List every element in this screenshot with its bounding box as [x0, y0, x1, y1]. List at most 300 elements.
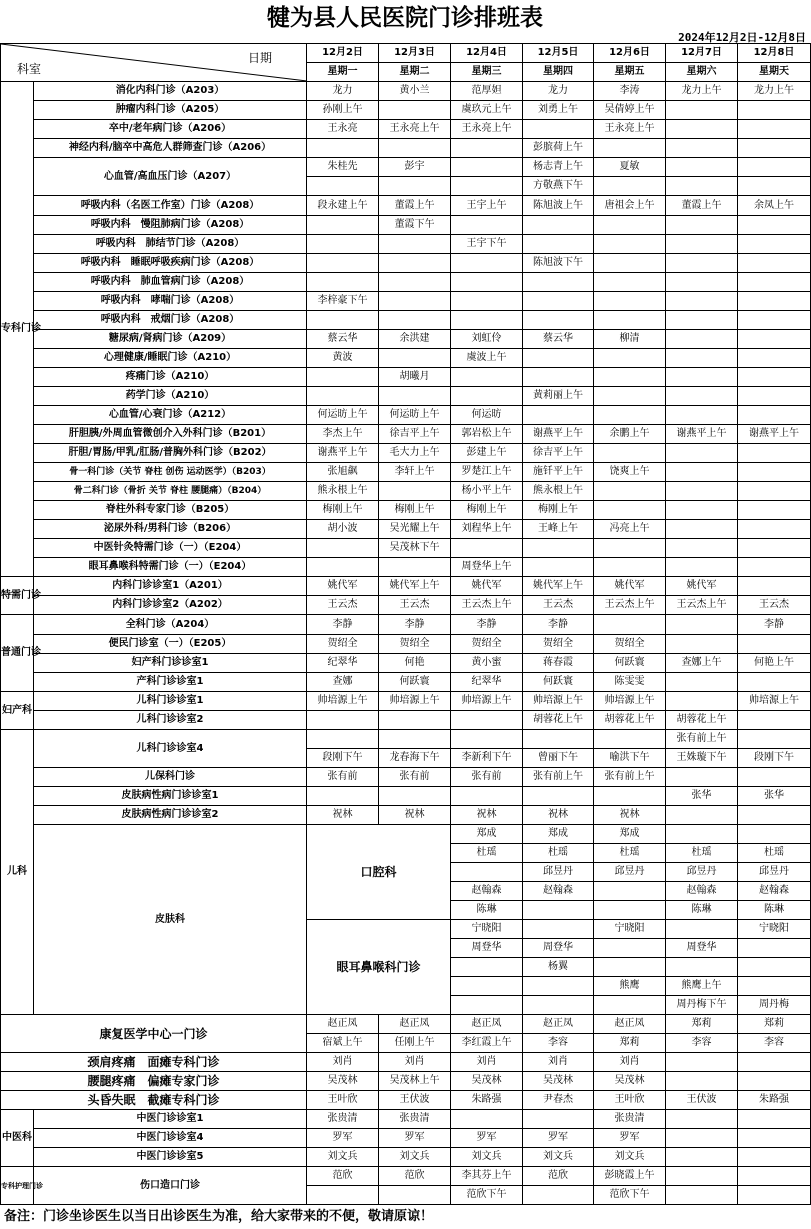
doctor-cell: 任刚上午 [379, 1034, 451, 1053]
doctor-cell: 熊鹰 [594, 977, 666, 996]
doctor-cell: 罗楚江上午 [451, 463, 523, 482]
schedule-row [1, 273, 811, 292]
doctor-cell [594, 901, 666, 920]
doctor-cell: 祝林 [307, 806, 379, 825]
doctor-cell: 虞玖元上午 [451, 101, 523, 120]
doctor-cell [523, 730, 594, 749]
doctor-cell [666, 768, 738, 787]
doctor-cell [451, 387, 523, 406]
doctor-cell [738, 768, 811, 787]
dept-name: 疼痛门诊（A210） [34, 368, 307, 387]
doctor-cell [379, 349, 451, 368]
doctor-cell: 黄小兰 [379, 82, 451, 101]
date-header: 12月5日 [523, 44, 594, 63]
doctor-cell: 吴茂林 [523, 1072, 594, 1091]
doctor-cell: 王永亮上午 [379, 120, 451, 139]
group-label: 专科护理门诊 [1, 1167, 34, 1205]
dept-name: 呼吸内科（名医工作室）门诊（A208） [34, 196, 307, 216]
dept-name: 妇产科门诊诊室1 [34, 654, 307, 673]
doctor-cell: 唐祖会上午 [594, 196, 666, 216]
schedule-row [1, 463, 811, 482]
doctor-cell [451, 273, 523, 292]
doctor-cell [738, 825, 811, 844]
doctor-cell: 谢燕平上午 [523, 425, 594, 444]
doctor-cell: 施钎平上午 [523, 463, 594, 482]
weekday-header: 星期一 [307, 63, 379, 82]
doctor-cell: 姚代军上午 [523, 577, 594, 596]
doctor-cell [451, 863, 523, 882]
doctor-cell: 王云杰上午 [666, 596, 738, 615]
doctor-cell [738, 254, 811, 273]
doctor-cell: 刘肖 [594, 1053, 666, 1072]
schedule-row [1, 768, 811, 787]
schedule-row [1, 654, 811, 673]
doctor-cell: 董霞上午 [379, 196, 451, 216]
doctor-cell: 王云杰 [523, 596, 594, 615]
doctor-cell [666, 920, 738, 939]
doctor-cell: 范厚妲 [451, 82, 523, 101]
doctor-cell: 朱路强 [451, 1091, 523, 1110]
doctor-cell [307, 711, 379, 730]
date-header: 12月7日 [666, 44, 738, 63]
schedule-row [1, 692, 811, 711]
doctor-cell: 李静 [379, 615, 451, 635]
schedule-row [1, 139, 811, 158]
doctor-cell: 龙春海下午 [379, 749, 451, 768]
doctor-cell: 冯亮上午 [594, 520, 666, 539]
doctor-cell [666, 825, 738, 844]
doctor-cell: 段永建上午 [307, 196, 379, 216]
doctor-cell: 帅培源上午 [594, 692, 666, 711]
doctor-cell [379, 177, 451, 196]
dept-name: 呼吸内科 睡眠呼吸疾病门诊（A208） [34, 254, 307, 273]
doctor-cell: 余洪建 [379, 330, 451, 349]
doctor-cell: 彭宇 [379, 158, 451, 177]
doctor-cell [451, 539, 523, 558]
doctor-cell [451, 730, 523, 749]
doctor-cell: 赵正凤 [523, 1015, 594, 1034]
doctor-cell [307, 539, 379, 558]
doctor-cell: 王宇上午 [451, 196, 523, 216]
doctor-cell [594, 615, 666, 635]
dept-name: 呼吸内科 肺血管病门诊（A208） [34, 273, 307, 292]
schedule-row [1, 1053, 811, 1072]
doctor-cell: 王永亮 [307, 120, 379, 139]
doctor-cell: 贺绍全 [594, 635, 666, 654]
doctor-cell: 方敬燕下午 [523, 177, 594, 196]
dept-name: 骨二科门诊（骨折 关节 脊柱 腰腿痛）（B204） [34, 482, 307, 501]
doctor-cell: 刘勇上午 [523, 101, 594, 120]
doctor-cell [523, 977, 594, 996]
doctor-cell: 周丹梅下午 [666, 996, 738, 1015]
doctor-cell: 胡蓉花上午 [523, 711, 594, 730]
group-label: 中医科 [1, 1110, 34, 1167]
doctor-cell: 陈旭波下午 [523, 254, 594, 273]
doctor-cell: 刘文兵 [523, 1148, 594, 1167]
doctor-cell [594, 368, 666, 387]
doctor-cell: 刘肖 [379, 1053, 451, 1072]
doctor-cell: 杜瑶 [523, 844, 594, 863]
doctor-cell: 帅培源上午 [307, 692, 379, 711]
doctor-cell [666, 635, 738, 654]
doctor-cell: 帅培源上午 [451, 692, 523, 711]
doctor-cell: 尹春杰 [523, 1091, 594, 1110]
dept-name: 脊柱外科专家门诊（B205） [34, 501, 307, 520]
doctor-cell [451, 958, 523, 977]
dept-name: 皮肤病性病门诊诊室2 [34, 806, 307, 825]
doctor-cell [666, 216, 738, 235]
doctor-cell: 龙力 [523, 82, 594, 101]
doctor-cell: 纪翠华 [451, 673, 523, 692]
doctor-cell [666, 101, 738, 120]
doctor-cell: 查娜 [307, 673, 379, 692]
doctor-cell: 祝林 [523, 806, 594, 825]
doctor-cell: 赵正凤 [307, 1015, 379, 1034]
doctor-cell: 王云杰上午 [451, 596, 523, 615]
doctor-cell [594, 216, 666, 235]
doctor-cell: 张华 [666, 787, 738, 806]
dept-name: 消化内科门诊（A203） [34, 82, 307, 101]
doctor-cell [594, 939, 666, 958]
doctor-cell: 夏敏 [594, 158, 666, 177]
dept-name: 便民门诊室（一）（E205） [34, 635, 307, 654]
doctor-cell: 罗军 [523, 1129, 594, 1148]
doctor-cell [451, 1110, 523, 1129]
doctor-cell: 熊永根上午 [307, 482, 379, 501]
doctor-cell [379, 387, 451, 406]
doctor-cell [738, 806, 811, 825]
dept-name: 卒中/老年病门诊（A206） [34, 120, 307, 139]
doctor-cell: 胡小波 [307, 520, 379, 539]
doctor-cell: 何跃寰 [594, 654, 666, 673]
header-row-dates [1, 44, 811, 63]
doctor-cell: 纪翠华 [307, 654, 379, 673]
doctor-cell: 姚代军 [666, 577, 738, 596]
doctor-cell [738, 444, 811, 463]
doctor-cell: 李红霞上午 [451, 1034, 523, 1053]
doctor-cell: 何运昉上午 [379, 406, 451, 425]
doctor-cell [738, 673, 811, 692]
date-header: 12月8日 [738, 44, 811, 63]
doctor-cell [738, 349, 811, 368]
dept-axis-label: 科室 [17, 62, 42, 76]
doctor-cell [594, 254, 666, 273]
doctor-cell [666, 958, 738, 977]
doctor-cell [666, 292, 738, 311]
doctor-cell: 蔡云华 [307, 330, 379, 349]
schedule-row [1, 596, 811, 615]
doctor-cell: 蔡云华 [523, 330, 594, 349]
doctor-cell [738, 120, 811, 139]
doctor-cell: 郑莉 [594, 1034, 666, 1053]
doctor-cell: 董霞下午 [379, 216, 451, 235]
doctor-cell: 刘文兵 [451, 1148, 523, 1167]
doctor-cell: 王宇下午 [451, 235, 523, 254]
doctor-cell: 陈琳 [666, 901, 738, 920]
doctor-cell: 赵翰森 [523, 882, 594, 901]
dept-name: 中医针灸特需门诊（一）（E204） [34, 539, 307, 558]
doctor-cell [666, 482, 738, 501]
dept-name: 伤口造口门诊 [34, 1167, 307, 1205]
doctor-cell: 毛大力上午 [379, 444, 451, 463]
doctor-cell: 刘虹伶 [451, 330, 523, 349]
doctor-cell: 罗军 [379, 1129, 451, 1148]
doctor-cell: 王云杰 [307, 596, 379, 615]
doctor-cell: 姚代军 [451, 577, 523, 596]
doctor-cell [666, 349, 738, 368]
doctor-cell [594, 787, 666, 806]
schedule-row [1, 349, 811, 368]
doctor-cell: 陈雯雯 [594, 673, 666, 692]
doctor-cell: 余鹏上午 [594, 425, 666, 444]
schedule-row [1, 368, 811, 387]
doctor-cell [666, 387, 738, 406]
schedule-row [1, 1015, 811, 1034]
doctor-cell: 何运昉上午 [307, 406, 379, 425]
doctor-cell: 范欣 [523, 1167, 594, 1186]
group-label: 儿科 [1, 730, 34, 1015]
dept-name: 心血管/心衰门诊（A212） [34, 406, 307, 425]
dept-name: 中医门诊诊室4 [34, 1129, 307, 1148]
doctor-cell [594, 882, 666, 901]
doctor-cell [594, 235, 666, 254]
doctor-cell: 梅刚上午 [379, 501, 451, 520]
doctor-cell [666, 692, 738, 711]
doctor-cell [451, 254, 523, 273]
doctor-cell [738, 368, 811, 387]
doctor-cell: 张贵清 [594, 1110, 666, 1129]
dept-name: 药学门诊（A210） [34, 387, 307, 406]
doctor-cell [594, 177, 666, 196]
doctor-cell [666, 539, 738, 558]
doctor-cell [666, 368, 738, 387]
doctor-cell: 董霞上午 [666, 196, 738, 216]
doctor-cell: 何跃寰 [379, 673, 451, 692]
doctor-cell: 王峰上午 [523, 520, 594, 539]
doctor-cell: 段刚下午 [307, 749, 379, 768]
doctor-cell [738, 958, 811, 977]
doctor-cell [523, 292, 594, 311]
doctor-cell: 帅培源上午 [738, 692, 811, 711]
doctor-cell [738, 635, 811, 654]
doctor-cell [523, 996, 594, 1015]
doctor-cell [738, 1186, 811, 1205]
doctor-cell: 邱昱丹 [523, 863, 594, 882]
doctor-cell [666, 501, 738, 520]
doctor-cell [738, 730, 811, 749]
doctor-cell [738, 539, 811, 558]
doctor-cell: 杜瑶 [451, 844, 523, 863]
doctor-cell [666, 1053, 738, 1072]
doctor-cell: 李静 [451, 615, 523, 635]
doctor-cell [738, 977, 811, 996]
doctor-cell: 王叶欣 [594, 1091, 666, 1110]
doctor-cell: 邱昱丹 [594, 863, 666, 882]
doctor-cell: 李静 [738, 615, 811, 635]
dept-name: 口腔科 [307, 825, 451, 920]
doctor-cell [666, 120, 738, 139]
dept-name: 呼吸内科 戒烟门诊（A208） [34, 311, 307, 330]
doctor-cell: 徐吉平上午 [379, 425, 451, 444]
doctor-cell [738, 177, 811, 196]
doctor-cell [738, 558, 811, 577]
doctor-cell: 吴茂林下午 [379, 539, 451, 558]
doctor-cell: 赵翰森 [451, 882, 523, 901]
doctor-cell [666, 1167, 738, 1186]
doctor-cell [307, 311, 379, 330]
doctor-cell [738, 1072, 811, 1091]
doctor-cell [451, 977, 523, 996]
doctor-cell: 朱路强 [738, 1091, 811, 1110]
doctor-cell: 宁晓阳 [451, 920, 523, 939]
doctor-cell: 龙力上午 [666, 82, 738, 101]
doctor-cell [451, 158, 523, 177]
doctor-cell: 罗军 [594, 1129, 666, 1148]
doctor-cell: 宁晓阳 [594, 920, 666, 939]
doctor-cell: 郑莉 [738, 1015, 811, 1034]
dept-name: 全科门诊（A204） [34, 615, 307, 635]
doctor-cell [666, 463, 738, 482]
doctor-cell [738, 292, 811, 311]
doctor-cell [523, 558, 594, 577]
doctor-cell [379, 558, 451, 577]
doctor-cell: 王永亮上午 [451, 120, 523, 139]
doctor-cell [666, 673, 738, 692]
weekday-header: 星期四 [523, 63, 594, 82]
doctor-cell: 周登华 [666, 939, 738, 958]
doctor-cell [666, 254, 738, 273]
doctor-cell [523, 406, 594, 425]
doctor-cell: 杜瑶 [738, 844, 811, 863]
doctor-cell: 彭膑荷上午 [523, 139, 594, 158]
doctor-cell: 查娜上午 [666, 654, 738, 673]
doctor-cell [666, 558, 738, 577]
doctor-cell [594, 539, 666, 558]
doctor-cell: 胡蓉花上午 [594, 711, 666, 730]
doctor-cell: 黄莉丽上午 [523, 387, 594, 406]
doctor-cell [594, 444, 666, 463]
doctor-cell: 张有前上午 [594, 768, 666, 787]
doctor-cell [307, 216, 379, 235]
doctor-cell [379, 730, 451, 749]
doctor-cell: 刘肖 [307, 1053, 379, 1072]
doctor-cell [738, 273, 811, 292]
doctor-cell: 赵翰森 [738, 882, 811, 901]
doctor-cell: 王叶欣 [307, 1091, 379, 1110]
group-label: 特需门诊 [1, 577, 34, 615]
dept-name: 皮肤病性病门诊诊室1 [34, 787, 307, 806]
doctor-cell: 郑成 [451, 825, 523, 844]
doctor-cell: 李容 [738, 1034, 811, 1053]
group-label: 皮肤科 [34, 825, 307, 1015]
schedule-row [1, 482, 811, 501]
doctor-cell [666, 1072, 738, 1091]
schedule-row [1, 1110, 811, 1129]
doctor-cell: 帅培源上午 [379, 692, 451, 711]
dept-name: 头昏失眠 截瘫专科门诊 [1, 1091, 307, 1110]
doctor-cell [523, 1110, 594, 1129]
doctor-cell [594, 996, 666, 1015]
doctor-cell [307, 730, 379, 749]
schedule-row [1, 235, 811, 254]
doctor-cell: 胡曦月 [379, 368, 451, 387]
doctor-cell [379, 273, 451, 292]
doctor-cell: 祝林 [594, 806, 666, 825]
doctor-cell: 贺绍全 [451, 635, 523, 654]
doctor-cell: 张有前 [451, 768, 523, 787]
doctor-cell: 祝林 [379, 806, 451, 825]
doctor-cell: 杜瑶 [666, 844, 738, 863]
doctor-cell: 刘肖 [523, 1053, 594, 1072]
doctor-cell [307, 235, 379, 254]
dept-name: 呼吸内科 肺结节门诊（A208） [34, 235, 307, 254]
dept-name: 中医门诊诊室5 [34, 1148, 307, 1167]
doctor-cell: 彭建上午 [451, 444, 523, 463]
doctor-cell [738, 463, 811, 482]
doctor-cell [307, 254, 379, 273]
doctor-cell [451, 368, 523, 387]
footer-note: 备注：门诊坐诊医生以当日出诊医生为准，给大家带来的不便，敬请原谅！ [4, 1209, 434, 1224]
weekday-header: 星期三 [451, 63, 523, 82]
doctor-cell: 饶爽上午 [594, 463, 666, 482]
doctor-cell [379, 482, 451, 501]
doctor-cell [451, 996, 523, 1015]
doctor-cell: 何艳上午 [738, 654, 811, 673]
dept-name: 眼耳鼻喉科特需门诊（一）（E204） [34, 558, 307, 577]
doctor-cell: 陈旭波上午 [523, 196, 594, 216]
doctor-cell [307, 273, 379, 292]
dept-name: 眼耳鼻喉科门诊 [307, 920, 451, 1015]
doctor-cell: 刘肖 [451, 1053, 523, 1072]
doctor-cell [594, 958, 666, 977]
doctor-cell: 贺绍全 [523, 635, 594, 654]
schedule-row [1, 806, 811, 825]
schedule-table [0, 43, 811, 1205]
doctor-cell: 周登华 [523, 939, 594, 958]
doctor-cell [523, 311, 594, 330]
schedule-row [1, 216, 811, 235]
doctor-cell: 黄波 [307, 349, 379, 368]
schedule-row [1, 520, 811, 539]
doctor-cell [738, 1129, 811, 1148]
schedule-row [1, 82, 811, 101]
dept-name: 心理健康/睡眠门诊（A210） [34, 349, 307, 368]
doctor-cell: 范欣 [307, 1167, 379, 1186]
page-title: 犍为县人民医院门诊排班表 [267, 4, 543, 31]
doctor-cell: 柳清 [594, 330, 666, 349]
doctor-cell [307, 787, 379, 806]
doctor-cell: 杨翼 [523, 958, 594, 977]
doctor-cell: 熊永根上午 [523, 482, 594, 501]
date-header: 12月2日 [307, 44, 379, 63]
doctor-cell: 周登华上午 [451, 558, 523, 577]
doctor-cell: 吴茂林 [307, 1072, 379, 1091]
doctor-cell: 虞波上午 [451, 349, 523, 368]
doctor-cell: 徐吉平上午 [523, 444, 594, 463]
dept-name: 肝胆胰/外周血管微创介入外科门诊（B201） [34, 425, 307, 444]
schedule-row [1, 730, 811, 749]
schedule-row [1, 577, 811, 596]
doctor-cell [594, 501, 666, 520]
doctor-cell [594, 311, 666, 330]
schedule-row [1, 615, 811, 635]
dept-name: 骨一科门诊（关节 脊柱 创伤 运动医学）（B203） [34, 463, 307, 482]
doctor-cell: 刘程华上午 [451, 520, 523, 539]
dept-name: 肿瘤内科门诊（A205） [34, 101, 307, 120]
schedule-row [1, 158, 811, 177]
doctor-cell: 王云杰 [738, 596, 811, 615]
dept-name: 糖尿病/肾病门诊（A209） [34, 330, 307, 349]
